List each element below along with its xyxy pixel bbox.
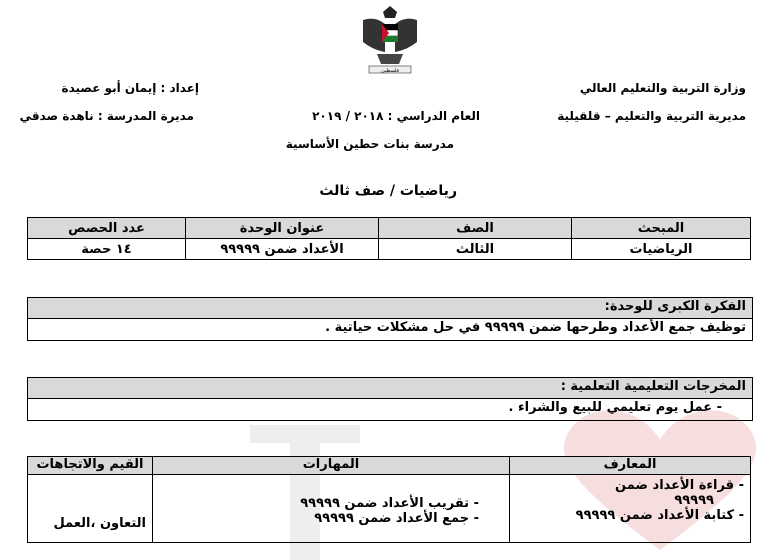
header-skills: المهارات [153, 457, 510, 475]
page-title: رياضيات / صف ثالث [319, 183, 457, 199]
logo-caption: فلسطين [381, 68, 399, 74]
big-idea-label: الفكرة الكبرى للوحدة: [28, 298, 752, 319]
skill-item: - جمع الأعداد ضمن ٩٩٩٩٩ [314, 511, 479, 526]
cell-grade: الثالث [379, 239, 572, 260]
outcome-item: - عمل يوم تعليمي للبيع والشراء . [508, 400, 722, 415]
header-knowledge: المعارف [510, 457, 751, 475]
header-grade: الصف [379, 218, 572, 239]
header-lesson-count: عدد الحصص [28, 218, 186, 239]
outcomes-section [27, 377, 753, 421]
knowledge-item: ٩٩٩٩٩ [674, 493, 714, 508]
knowledge-cell [510, 475, 751, 543]
values-item: التعاون ،العمل [53, 516, 146, 531]
directorate-name: مديرية التربية والتعليم – قلقيلية [557, 109, 746, 123]
knowledge-item: - كتابة الأعداد ضمن ٩٩٩٩٩ [575, 508, 744, 523]
big-idea-section [27, 297, 753, 341]
prepared-by: إعداد : إيمان أبو عصيدة [61, 81, 199, 95]
values-cell [28, 475, 153, 543]
school-name: مدرسة بنات حطين الأساسية [285, 137, 454, 151]
big-idea-text: توظيف جمع الأعداد وطرحها ضمن ٩٩٩٩٩ في حل مشكلات حياتية . [325, 320, 746, 335]
skill-item: - تقريب الأعداد ضمن ٩٩٩٩٩ [300, 496, 479, 511]
cell-unit-title: الأعداد ضمن ٩٩٩٩٩ [186, 239, 379, 260]
ministry-name: وزارة التربية والتعليم العالي [579, 81, 746, 95]
principal-name: مديرة المدرسة : ناهدة صدقي [19, 109, 194, 123]
cell-lesson-count: ١٤ حصة [28, 239, 186, 260]
academic-year: العام الدراسي : ٢٠١٨ / ٢٠١٩ [312, 109, 480, 123]
knowledge-item: - قراءة الأعداد ضمن [615, 478, 744, 493]
unit-info-table [27, 217, 751, 260]
knowledge-skills-table [27, 456, 751, 543]
outcomes-label: المخرجات التعليمية التعلمية : [28, 378, 752, 399]
skills-cell [153, 475, 510, 543]
cell-subject: الرياضيات [572, 239, 751, 260]
palestine-emblem-logo [355, 2, 425, 80]
header-values: القيم والاتجاهات [28, 457, 153, 475]
header-subject: المبحث [572, 218, 751, 239]
header-unit-title: عنوان الوحدة [186, 218, 379, 239]
